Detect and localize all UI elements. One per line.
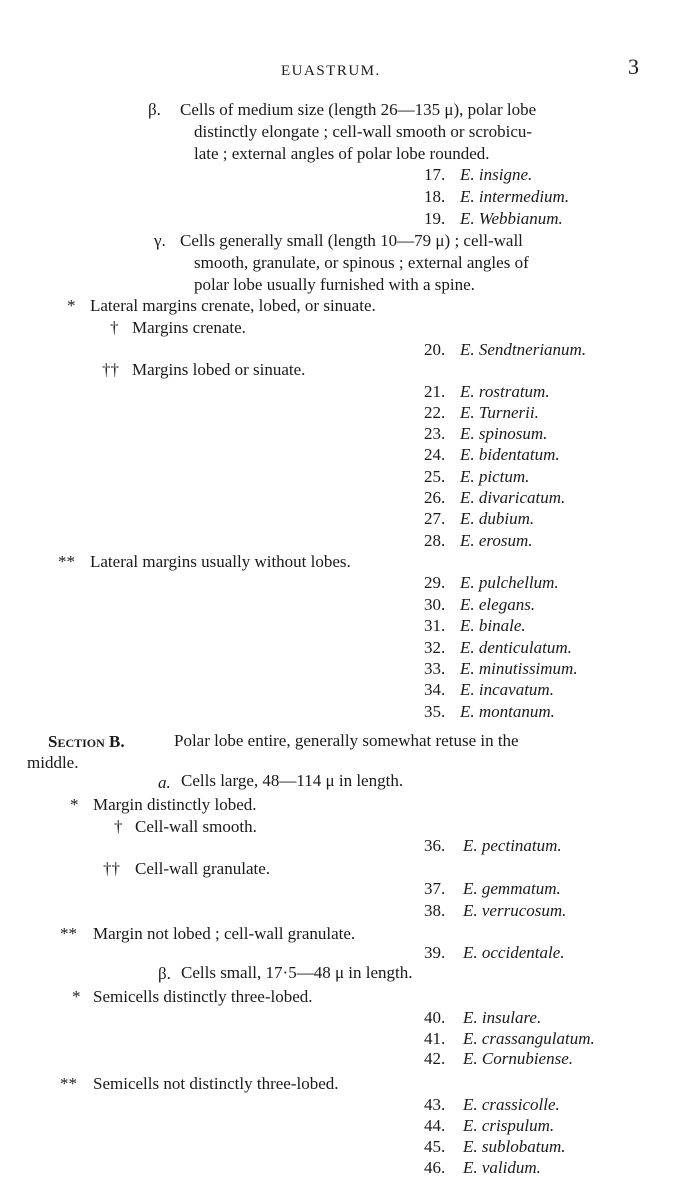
species-number: 18.: [424, 187, 446, 206]
species-name: E. occidentale.: [463, 943, 565, 962]
gamma-marker: γ.: [154, 231, 166, 250]
key-text: Cell-wall granulate.: [135, 859, 271, 878]
page-number: 3: [628, 54, 639, 79]
species-number: 17.: [424, 165, 446, 184]
species-number: 26.: [424, 488, 446, 507]
species-number: 37.: [424, 879, 446, 898]
species-number: 23.: [424, 424, 446, 443]
species-name: E. crassangulatum.: [463, 1029, 595, 1048]
key-text: Lateral margins usually without lobes.: [90, 552, 351, 571]
species-number: 29.: [424, 573, 446, 592]
species-number: 38.: [424, 901, 446, 920]
beta-small-text: Cells small, 17·5—48 μ in length.: [181, 963, 413, 982]
species-name: E. denticulatum.: [460, 638, 572, 657]
key-text: Cell-wall smooth.: [135, 817, 257, 836]
species-number: 46.: [424, 1158, 446, 1177]
species-name: E. divaricatum.: [460, 488, 566, 507]
gamma-line-2: smooth, granulate, or spinous ; external angles of: [194, 253, 529, 272]
key-text: Lateral margins crenate, lobed, or sinuate.: [90, 296, 376, 315]
species-name: E. dubium.: [460, 509, 535, 528]
species-number: 34.: [424, 680, 446, 699]
key-symbol: *: [67, 296, 76, 315]
key-symbol: †: [114, 817, 123, 836]
species-name: E. erosum.: [460, 531, 533, 550]
species-name: E. binale.: [460, 616, 526, 635]
key-text: Margin distinctly lobed.: [93, 795, 257, 814]
species-number: 30.: [424, 595, 446, 614]
species-name: E. crispulum.: [463, 1116, 555, 1135]
species-number: 44.: [424, 1116, 446, 1135]
species-name: E. pectinatum.: [463, 836, 562, 855]
species-name: E. insigne.: [460, 165, 533, 184]
species-name: E. pulchellum.: [460, 573, 559, 592]
species-number: 39.: [424, 943, 446, 962]
section-b-text-1: Polar lobe entire, generally somewhat retuse in the: [174, 731, 519, 750]
species-name: E. montanum.: [460, 702, 555, 721]
gamma-line-1: Cells generally small (length 10—79 μ) ; cell-wall: [180, 231, 523, 250]
species-name: E. spinosum.: [460, 424, 548, 443]
species-name: E. Cornubiense.: [463, 1049, 574, 1068]
key-symbol: **: [58, 552, 75, 571]
species-name: E. validum.: [463, 1158, 541, 1177]
species-name: E. insulare.: [463, 1008, 542, 1027]
species-number: 43.: [424, 1095, 446, 1114]
species-name: E. rostratum.: [460, 382, 550, 401]
species-number: 45.: [424, 1137, 446, 1156]
key-symbol: †: [110, 318, 119, 337]
key-symbol: **: [60, 1074, 77, 1093]
species-name: E. sublobatum.: [463, 1137, 566, 1156]
species-number: 24.: [424, 445, 446, 464]
species-name: E. pictum.: [460, 467, 530, 486]
species-name: E. intermedium.: [460, 187, 570, 206]
key-text: Semicells distinctly three-lobed.: [93, 987, 313, 1006]
species-name: E. incavatum.: [460, 680, 554, 699]
species-name: E. gemmatum.: [463, 879, 561, 898]
species-number: 22.: [424, 403, 446, 422]
key-symbol: ††: [102, 360, 119, 379]
species-number: 33.: [424, 659, 446, 678]
species-number: 19.: [424, 209, 446, 228]
species-name: E. elegans.: [460, 595, 536, 614]
species-number: 42.: [424, 1049, 446, 1068]
beta-marker: β.: [148, 100, 161, 119]
species-name: E. Webbianum.: [460, 209, 563, 228]
species-number: 25.: [424, 467, 446, 486]
key-symbol: *: [70, 795, 79, 814]
key-text: Semicells not distinctly three-lobed.: [93, 1074, 339, 1093]
species-name: E. Turnerii.: [460, 403, 539, 422]
species-name: E. Sendtnerianum.: [460, 340, 587, 359]
species-number: 36.: [424, 836, 446, 855]
species-number: 20.: [424, 340, 446, 359]
species-number: 31.: [424, 616, 446, 635]
key-text: Margins crenate.: [132, 318, 246, 337]
key-symbol: *: [72, 987, 81, 1006]
species-number: 27.: [424, 509, 446, 528]
species-name: E. crassicolle.: [463, 1095, 560, 1114]
section-b-text-2: middle.: [27, 753, 79, 772]
gamma-line-3: polar lobe usually furnished with a spine.: [194, 275, 475, 294]
beta-line-2: distinctly elongate ; cell-wall smooth or scrobicu-: [194, 122, 533, 141]
alpha-text: Cells large, 48—114 μ in length.: [181, 771, 404, 790]
beta-line-3: late ; external angles of polar lobe rounded.: [194, 144, 490, 163]
species-name: E. minutissimum.: [460, 659, 578, 678]
beta-line-1: Cells of medium size (length 26—135 μ), polar lobe: [180, 100, 537, 119]
species-number: 21.: [424, 382, 446, 401]
running-title: EUASTRUM.: [281, 63, 381, 79]
species-number: 41.: [424, 1029, 446, 1048]
section-b-label: Section B.: [48, 732, 125, 751]
beta-marker: β.: [158, 964, 171, 983]
alpha-marker: a.: [158, 773, 171, 792]
species-number: 40.: [424, 1008, 446, 1027]
key-text: Margins lobed or sinuate.: [132, 360, 306, 379]
species-name: E. bidentatum.: [460, 445, 560, 464]
key-text: Margin not lobed ; cell-wall granulate.: [93, 924, 356, 943]
species-number: 35.: [424, 702, 446, 721]
species-number: 32.: [424, 638, 446, 657]
key-symbol: **: [60, 924, 77, 943]
species-name: E. verrucosum.: [463, 901, 567, 920]
species-number: 28.: [424, 531, 446, 550]
key-symbol: ††: [103, 859, 120, 878]
